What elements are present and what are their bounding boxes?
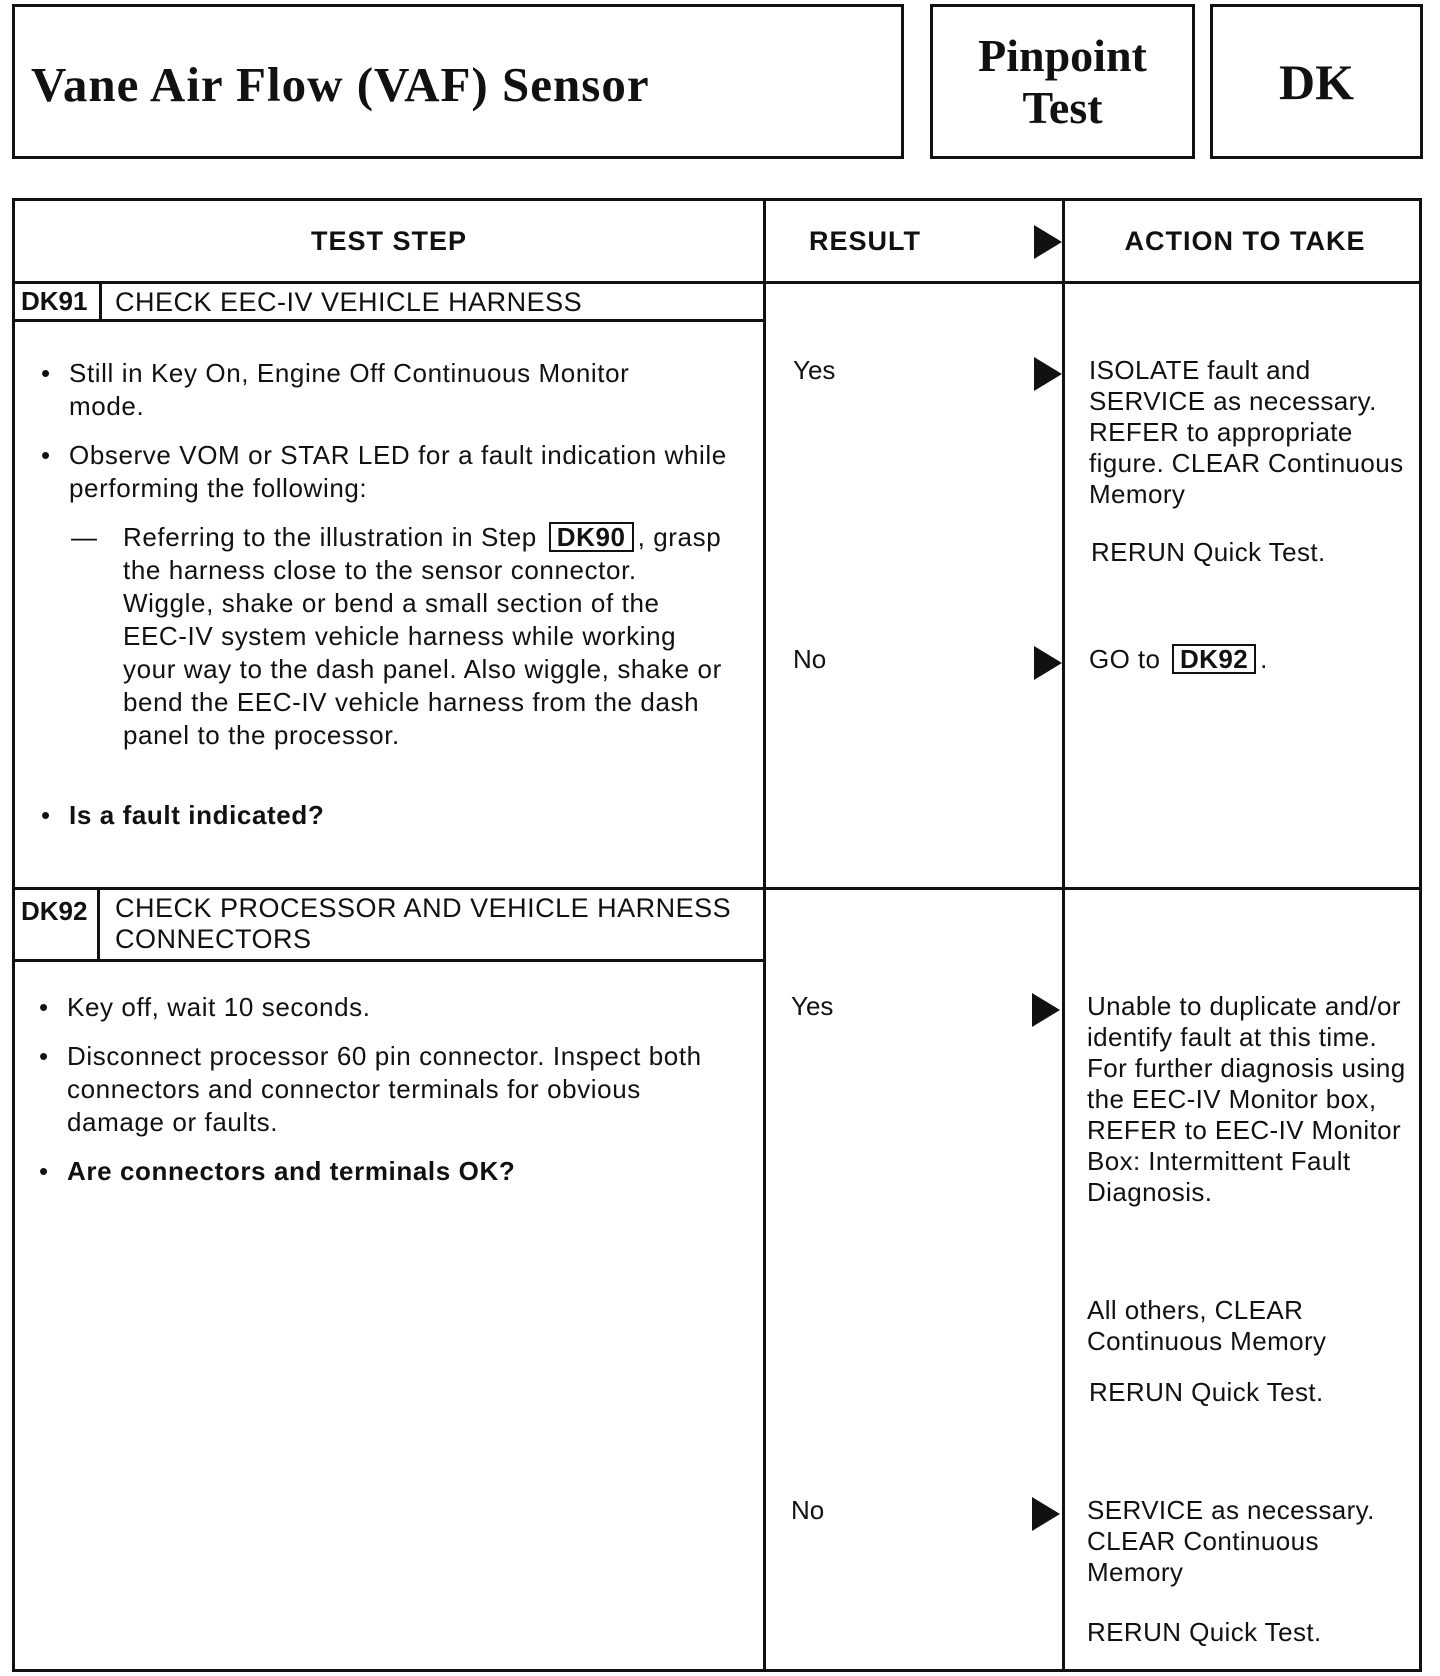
step-instruction: • Disconnect processor 60 pin connector. Inspect both connectors and connector terminals for obvious damage or faults. — [39, 1041, 702, 1137]
column-divider-action — [1062, 201, 1065, 1669]
bullet-icon: • — [39, 992, 49, 1022]
step-id: DK92 — [21, 896, 88, 926]
step-title-divider — [15, 319, 763, 322]
header-divider — [15, 281, 1419, 284]
step-reference-dk92[interactable]: DK92 — [1172, 644, 1256, 674]
step-instruction: • Still in Key On, Engine Off Continuous Monitor mode. — [41, 358, 630, 421]
column-divider-result — [763, 201, 766, 1669]
result-no: No — [793, 644, 827, 674]
test-code: DK — [1279, 53, 1354, 110]
header-arrow-icon — [1034, 225, 1062, 259]
step-instruction: • Observe VOM or STAR LED for a fault indication while performing the following: — [41, 440, 727, 503]
dash-icon: — — [71, 522, 98, 552]
bullet-icon: • — [41, 800, 51, 830]
bullet-icon: • — [39, 1156, 49, 1186]
step-title-divider — [15, 959, 763, 962]
result-arrow-icon — [1034, 646, 1062, 680]
bullet-icon: • — [39, 1041, 49, 1071]
action-text: RERUN Quick Test. — [1091, 537, 1326, 567]
column-header-test-step: TEST STEP — [310, 225, 468, 256]
action-text: All others, CLEAR Continuous Memory — [1087, 1295, 1327, 1356]
step-reference-dk90[interactable]: DK90 — [549, 522, 634, 552]
action-text: ISOLATE fault and SERVICE as necessary. REFER to appropriate figure. CLEAR Continuous Memory — [1089, 355, 1404, 509]
action-text: RERUN Quick Test. — [1087, 1617, 1322, 1647]
result-arrow-icon — [1032, 993, 1060, 1027]
page-title: Vane Air Flow (VAF) Sensor — [31, 57, 650, 112]
step-id: DK91 — [21, 286, 88, 316]
step-question: • Are connectors and terminals OK? — [39, 1156, 516, 1186]
step-divider — [15, 887, 1419, 890]
step-id-divider — [97, 889, 100, 959]
step-sub-instruction: — Referring to the illustration in Step DK90 , grasp the harness close to the sensor connector. Wiggle, shake or bend a small section of the EEC-IV system vehicle harness while working your way to the dash panel. Also wiggle, shake or bend the EEC-IV vehicle harness from the dash panel to the processor. — [71, 522, 722, 750]
bullet-icon: • — [41, 440, 51, 470]
result-yes: Yes — [791, 991, 834, 1021]
step-title: CHECK EEC-IV VEHICLE HARNESS — [115, 287, 583, 317]
result-arrow-icon — [1034, 357, 1062, 391]
test-code-box — [1210, 4, 1423, 159]
column-header-result: RESULT — [809, 225, 921, 256]
action-text: Unable to duplicate and/or identify fault at this time. For further diagnosis using the EEC-IV Monitor box, REFER to EEC-IV Monitor Box: Intermittent Fault Diagnosis. — [1087, 991, 1406, 1207]
action-text: SERVICE as necessary. CLEAR Continuous Memory — [1087, 1495, 1375, 1587]
result-arrow-icon — [1032, 1497, 1060, 1531]
action-text: RERUN Quick Test. — [1089, 1377, 1324, 1407]
test-type-line-1: Pinpoint — [978, 29, 1147, 81]
test-type-line-2: Test — [1022, 81, 1103, 133]
result-yes: Yes — [793, 355, 836, 385]
bullet-icon: • — [41, 358, 51, 388]
result-no: No — [791, 1495, 825, 1525]
step-id-divider — [99, 283, 102, 319]
test-type-box — [930, 4, 1195, 159]
title-box — [12, 4, 904, 159]
test-type-label — [978, 30, 1147, 134]
step-title: CHECK PROCESSOR AND VEHICLE HARNESS CONNECTORS — [115, 893, 732, 954]
action-goto: GO to DK92 . — [1089, 644, 1268, 674]
column-header-action: ACTION TO TAKE — [1124, 225, 1366, 256]
pinpoint-test-table — [12, 198, 1422, 1672]
step-question: • Is a fault indicated? — [41, 800, 325, 830]
step-instruction: • Key off, wait 10 seconds. — [39, 992, 371, 1022]
